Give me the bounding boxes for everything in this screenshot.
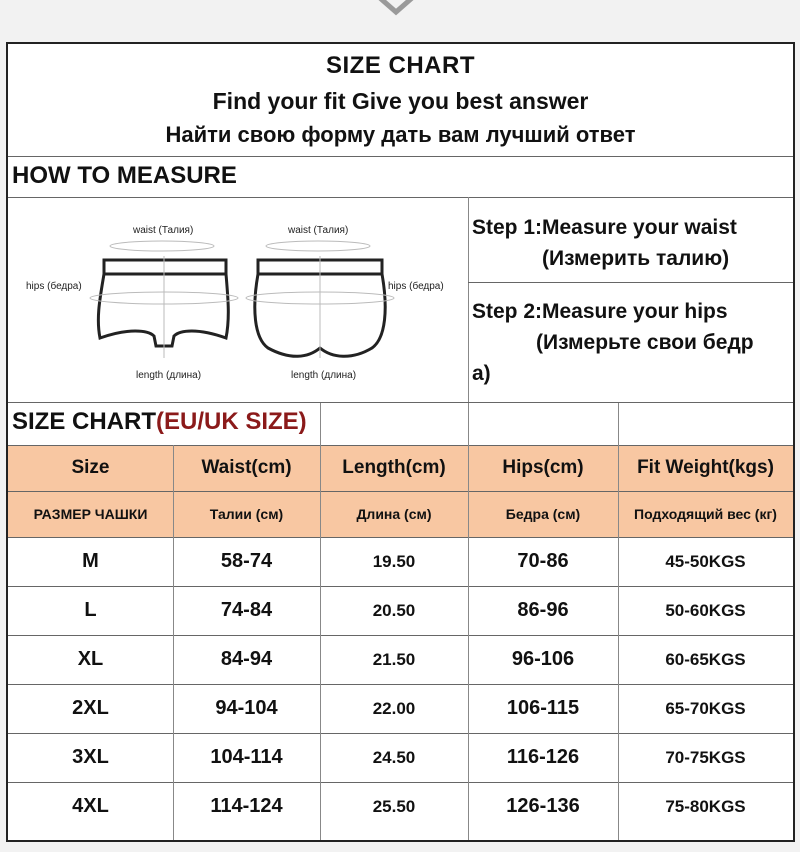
column-subheader: Длина (см) xyxy=(356,506,432,522)
table-row xyxy=(8,733,793,782)
size-chart-title-text: SIZE CHART xyxy=(12,408,156,435)
step-2 xyxy=(472,296,754,389)
step-2-translation-end: а) xyxy=(472,362,491,385)
grid-line xyxy=(8,684,793,685)
table-cell: 25.50 xyxy=(372,796,416,816)
step-1-translation: (Измерить талию) xyxy=(542,247,730,270)
table-cell: 126-136 xyxy=(506,795,580,817)
grid-line xyxy=(8,586,793,587)
brief-front-illustration xyxy=(90,241,238,358)
table-cell: 22.00 xyxy=(372,698,416,718)
divider xyxy=(8,156,793,157)
step-2-text: Step 2:Measure your hips xyxy=(472,300,728,323)
size-label: 2XL xyxy=(72,697,109,719)
grid-line xyxy=(173,445,174,840)
table-cell: 19.50 xyxy=(372,551,416,571)
grid-line xyxy=(8,491,793,492)
table-cell: 21.50 xyxy=(372,649,416,669)
table-cell: 96-106 xyxy=(511,648,575,670)
table-cell: 24.50 xyxy=(372,747,416,767)
table-cell: 75-80KGS xyxy=(665,796,746,816)
grid-line xyxy=(618,403,619,840)
size-chart-card xyxy=(6,42,795,842)
table-cell: 60-65KGS xyxy=(665,649,746,669)
how-to-measure-heading: HOW TO MEASURE xyxy=(12,162,237,189)
grid-line xyxy=(8,733,793,734)
column-header: Fit Weight(kgs) xyxy=(637,457,774,478)
table-cell: 84-94 xyxy=(220,648,273,670)
measurement-diagram xyxy=(8,198,468,402)
svg-text:waist (Талия): waist (Талия) xyxy=(288,225,349,236)
size-label: M xyxy=(82,550,99,572)
table-cell: 58-74 xyxy=(220,550,273,572)
table-row xyxy=(8,537,793,586)
brief-back-illustration xyxy=(246,241,394,358)
svg-text:length (длина): length (длина) xyxy=(291,370,357,381)
page-title: SIZE CHART xyxy=(326,52,475,79)
table-cell: 106-115 xyxy=(506,697,580,719)
column-header: Size xyxy=(71,457,110,478)
table-cell: 74-84 xyxy=(220,599,273,621)
divider xyxy=(468,282,793,283)
size-label: L xyxy=(84,599,97,621)
size-label: 3XL xyxy=(72,746,109,768)
grid-line xyxy=(8,635,793,636)
size-table xyxy=(8,403,793,840)
step-2-translation: (Измерьте свои бедр xyxy=(536,331,754,354)
chevron-down-icon xyxy=(374,0,418,18)
table-cell: 70-86 xyxy=(517,550,569,572)
step-1 xyxy=(472,212,737,274)
grid-line xyxy=(8,782,793,783)
table-cell: 50-60KGS xyxy=(665,600,746,620)
step-1-text: Step 1:Measure your waist xyxy=(472,216,737,239)
grid-line xyxy=(8,537,793,538)
table-row xyxy=(8,782,793,831)
grid-line xyxy=(468,403,469,840)
column-subheader: Талии (см) xyxy=(209,506,284,522)
table-cell: 20.50 xyxy=(372,600,416,620)
table-cell: 45-50KGS xyxy=(665,551,746,571)
column-subheader: РАЗМЕР ЧАШКИ xyxy=(33,506,148,522)
table-cell: 65-70KGS xyxy=(665,698,746,718)
subtitle-ru: Найти свою форму дать вам лучший ответ xyxy=(165,122,636,147)
table-row xyxy=(8,635,793,684)
table-cell: 114-124 xyxy=(210,795,283,817)
subtitle-en: Find your fit Give you best answer xyxy=(212,88,589,114)
table-row xyxy=(8,684,793,733)
size-chart-region: (EU/UK SIZE) xyxy=(156,408,307,435)
table-cell: 116-126 xyxy=(506,746,580,768)
svg-text:length (длина): length (длина) xyxy=(136,370,202,381)
column-header: Length(cm) xyxy=(342,457,446,478)
column-header: Waist(cm) xyxy=(201,457,292,478)
divider xyxy=(468,197,469,403)
size-label: 4XL xyxy=(72,795,109,817)
table-cell: 86-96 xyxy=(517,599,569,621)
table-cell: 94-104 xyxy=(215,697,278,719)
size-label: XL xyxy=(77,648,104,670)
grid-line xyxy=(8,445,793,446)
svg-text:waist (Талия): waist (Талия) xyxy=(133,225,194,236)
column-subheader: Бедра (см) xyxy=(505,506,581,522)
column-subheader: Подходящий вес (кг) xyxy=(634,506,777,522)
column-header: Hips(cm) xyxy=(502,457,584,478)
grid-line xyxy=(320,403,321,840)
table-cell: 70-75KGS xyxy=(665,747,746,767)
table-row xyxy=(8,586,793,635)
svg-text:hips (бедра): hips (бедра) xyxy=(388,281,444,292)
svg-text:hips (бедра): hips (бедра) xyxy=(26,281,82,292)
table-cell: 104-114 xyxy=(210,746,283,768)
